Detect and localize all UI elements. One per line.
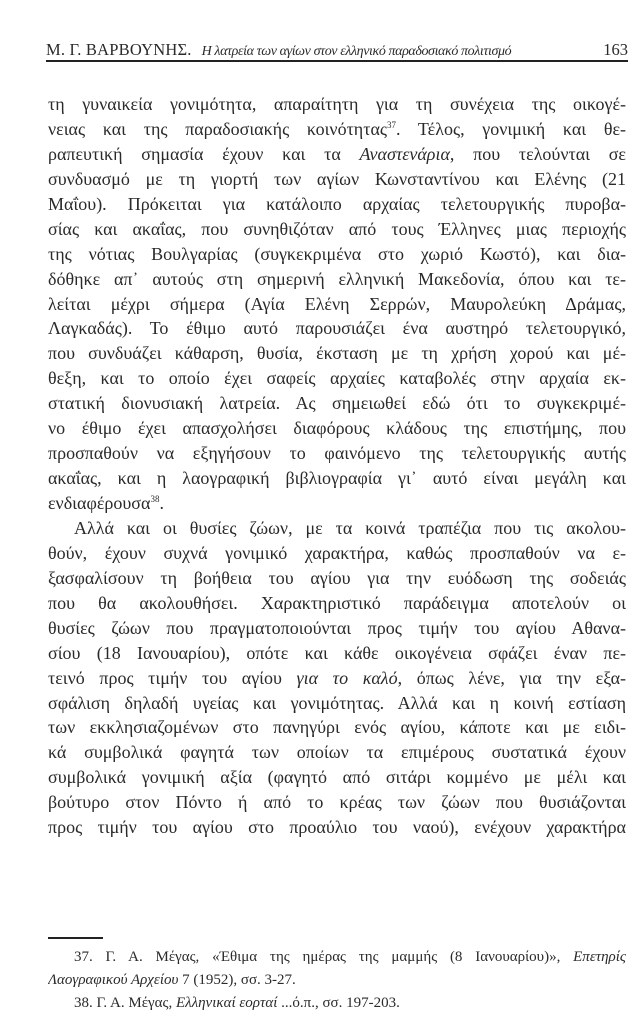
text-line [48, 267, 626, 292]
text-line [48, 541, 626, 566]
text-span: θεξη, και το οποίο έχει σαφείς αρχαίες καταβολές στην αρχαία εκ- [48, 368, 626, 389]
footnotes [48, 946, 626, 1015]
text-span: Αλλά και οι θυσίες ζώων, με τα κοινά τραπέζια που τις ακολου- [74, 517, 626, 538]
text-span: βούτυρο στον Πόντο ή από το κρέας των ζώων που θυσιάζονται [48, 792, 626, 813]
text-span: . [159, 493, 164, 513]
body-text [48, 92, 626, 840]
text-span: , όπως λένε, για την εξα- [397, 667, 626, 688]
text-line [48, 142, 626, 167]
text-line [48, 765, 626, 790]
text-line [48, 740, 626, 765]
text-line [48, 591, 626, 616]
italic-text: Λαογραφικού Αρχείου [48, 972, 179, 988]
text-line [48, 516, 626, 541]
italic-text: Αναστενάρια [359, 143, 450, 164]
footnote-line [48, 969, 626, 992]
text-line [48, 441, 626, 466]
text-line [48, 117, 626, 142]
text-line [48, 491, 626, 516]
header-title: Η λατρεία των αγίων στον ελληνικό παραδοσιακό πολιτισμό [201, 44, 512, 59]
text-line [48, 641, 626, 666]
text-line [48, 691, 626, 716]
text-span: , που τελούνται σε [449, 143, 626, 164]
text-span: που συνδυάζει κάθαρση, θυσία, έκσταση με τη χρήση χορού και μέ- [48, 343, 626, 364]
text-span: συνδυασμό με τη γιορτή των αγίων Κωνσταντίνου και Ελένης (21 [48, 168, 626, 189]
text-span: που θα ακολουθήσει. Χαρακτηριστικό παράδειγμα αποτελούν οι [48, 592, 626, 613]
italic-text: Ελληνικαί εορταί [175, 995, 278, 1011]
text-span: τεινό προς τιμήν του αγίου [48, 667, 297, 688]
text-line [48, 616, 626, 641]
text-span: σίας και ακαΐας, που συνηθιζόταν από τους Έλληνες μιας περιοχής [48, 218, 626, 239]
text-span: . Τέλος, γονιμική και θε- [396, 118, 626, 139]
text-span: νο έθιμο έχει απασχολήσει διαφόρους κλάδους της επιστήμης, που [48, 418, 626, 439]
text-line [48, 391, 626, 416]
text-span: Μαΐου). Πρόκειται για κατάλοιπο αρχαίας τελετουργικής πυροβα- [48, 193, 626, 214]
text-span: ...ό.π., σσ. 197-203. [277, 995, 400, 1011]
text-span: λείται μέχρι σήμερα (Αγία Ελένη Σερρών, Μαυρολεύκη Δράμας, [48, 293, 626, 314]
text-span: νειας και της παραδοσιακής κοινότητας [48, 118, 388, 139]
text-line [48, 316, 626, 341]
text-line [48, 466, 626, 491]
text-line [48, 292, 626, 317]
text-span: κά συμβολικά φαγητά των οποίων τα επιμέρους συστατικά έχουν [48, 742, 626, 763]
text-line [48, 242, 626, 267]
text-line [48, 167, 626, 192]
text-span: προς τιμήν του αγίου στο προαύλιο του ναού), ενέχουν χαρακτήρα [48, 817, 626, 838]
text-span: 37. Γ. Α. Μέγας, «Έθιμα της ημέρας της μαμμής (8 Ιανουαρίου)», [74, 949, 574, 965]
text-span: ξασφαλίσουν τη βοήθεια του αγίου για την ευόδωση της σοδειάς [48, 567, 626, 588]
footnote-line [48, 992, 626, 1015]
text-line [48, 666, 626, 691]
text-line [48, 715, 626, 740]
text-line [48, 815, 626, 840]
text-span: σφάλιση δηλαδή υγείας και γονιμότητας. Αλλά και η κοινή εστίαση [48, 692, 626, 713]
text-line [48, 366, 626, 391]
running-header [46, 38, 628, 62]
footnote-line [48, 946, 626, 969]
page-number: 163 [603, 40, 628, 59]
text-span: ενδιαφέρουσα [48, 493, 151, 513]
text-span: τη γυναικεία γονιμότητα, απαραίτητη για τη συνέχεια της οικογέ- [48, 94, 626, 114]
footnote-ref[interactable]: 37 [387, 119, 397, 130]
text-span: 7 (1952), σσ. 3-27. [178, 972, 296, 988]
text-line [48, 92, 626, 117]
text-span: προσπαθούν να εξηγήσουν το φαινόμενο της τελετουργικής αυτής [48, 443, 626, 464]
text-span: 38. Γ. Α. Μέγας, [74, 995, 176, 1011]
text-span: ακαΐας, και η λαογραφική βιβλιογραφία γι᾽ αυτό είναι μεγάλη και [48, 468, 626, 489]
text-line [48, 192, 626, 217]
text-line [48, 217, 626, 242]
text-span: των εκκλησιαζομένων στο πανηγύρι ενός αγίου, κάποτε και με ειδι- [48, 717, 626, 738]
text-span: δόθηκε απ᾽ αυτούς στη σημερινή ελληνική Μακεδονία, όπου και τε- [48, 268, 626, 289]
text-span: σίου (18 Ιανουαρίου), οπότε και κάθε οικογένεια σφάζει έναν πε- [48, 642, 626, 663]
header-author: Μ. Γ. ΒΑΡΒΟΥΝΗΣ. [46, 40, 192, 59]
text-line [48, 416, 626, 441]
text-span: συμβολικά γονιμική αξία (φαγητό από σιτάρι κομμένο με μέλι και [48, 767, 626, 788]
text-line [48, 341, 626, 366]
text-span: της νότιας Βουλγαρίας (συγκεκριμένα στο χωριό Κωστό), και δια- [48, 243, 626, 264]
italic-text: Επετηρίς [573, 949, 626, 965]
text-span: Λαγκαδάς). Το έθιμο αυτό παρουσιάζει ένα αυστηρό τελετουργικό, [48, 318, 626, 339]
text-span: θυσίες ζώων που πραγματοποιούνται προς τιμήν του αγίου Αθανα- [48, 617, 626, 638]
italic-text: για το καλό [296, 667, 398, 688]
footnote-ref[interactable]: 38 [150, 494, 160, 504]
text-line [48, 790, 626, 815]
text-span: θούν, έχουν συχνά γονιμικό χαρακτήρα, καθώς προσπαθούν να ε- [48, 542, 626, 563]
text-line [48, 566, 626, 591]
text-span: στατική διονυσιακή λατρεία. Ας σημειωθεί εδώ ότι το συγκεκριμέ- [48, 393, 626, 414]
footnote-divider [48, 937, 103, 939]
text-span: ραπευτική σημασία έχουν και τα [48, 143, 360, 164]
